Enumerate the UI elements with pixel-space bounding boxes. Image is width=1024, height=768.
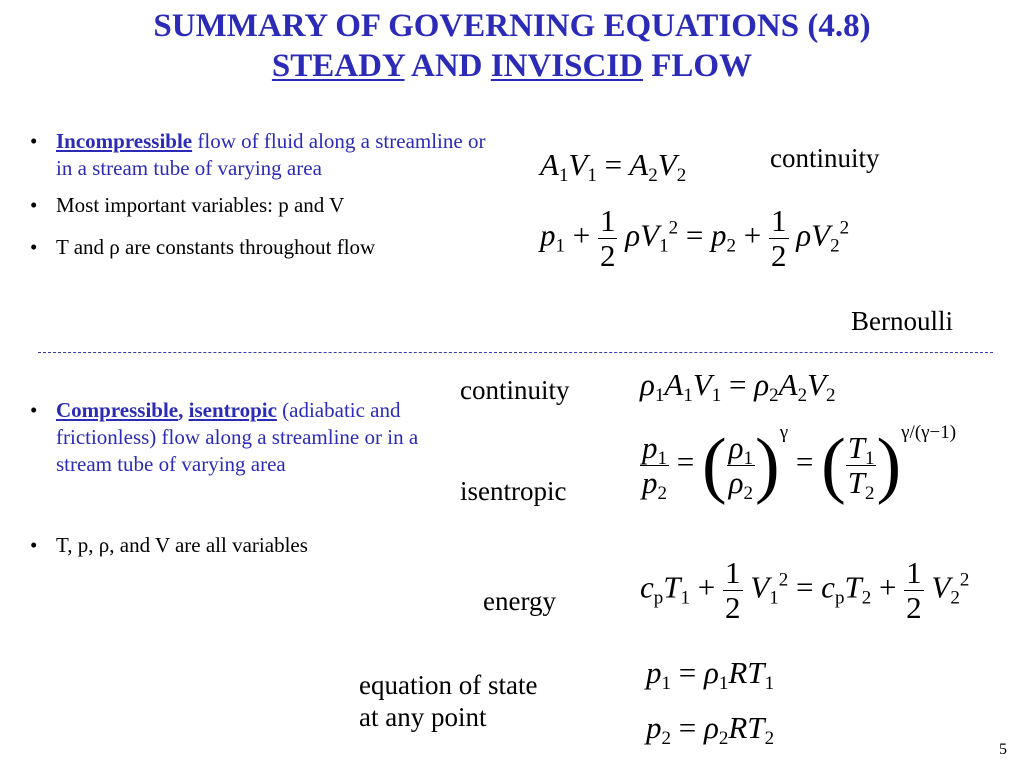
section-divider: [38, 352, 993, 353]
compressible-bullet-1: [20, 397, 420, 478]
eos-label-line-2: at any point: [359, 702, 487, 732]
compressible-bullets: [20, 397, 420, 559]
incompressible-bullet-1-text: flow of fluid along a streamline or in a stream tube of varying area: [56, 129, 486, 180]
incompressible-keyword: Incompressible: [56, 129, 193, 153]
label-continuity-compressible: continuity: [460, 375, 570, 405]
title-inviscid: INVISCID: [490, 48, 643, 84]
equation-continuity-incompressible: $A_1V_1 = A_2V_2$: [540, 147, 687, 186]
equation-continuity-compressible: $\rho_1A_1V_1 = \rho_2A_2V_2$: [640, 367, 836, 406]
title-flow: FLOW: [651, 48, 753, 84]
title-line-1: SUMMARY OF GOVERNING EQUATIONS (4.8): [153, 8, 871, 44]
equation-state-1: $p_1 = \rho_1RT_1$: [646, 655, 775, 694]
equation-state-2: $p_2 = \rho_2RT_2$: [646, 710, 775, 749]
incompressible-bullets: [20, 128, 500, 261]
incompressible-bullet-2: • Most important variables: p and V: [20, 192, 500, 219]
label-bernoulli: Bernoulli: [851, 306, 953, 336]
title-steady: STEADY: [271, 48, 405, 84]
label-isentropic: isentropic: [460, 476, 567, 506]
title-line-2: [0, 46, 1024, 86]
label-equation-of-state: [359, 669, 537, 733]
equation-isentropic: $\frac{p_1}{p_2}$ = ( $\frac{\rho_1}{\rho_2}$ )$^\gamma$ = ( $\frac{T_1}{T_2}$ )$^{\gamma/(\gamma-1)}$: [642, 422, 957, 506]
slide-title: [0, 6, 1024, 86]
compressible-bullet-2: • T, p, ρ, and V are all variables: [20, 532, 420, 559]
equation-energy: $c_pT_1$ + $\frac{1}{2}$ $V_1^2 = c_pT_2$ + $\frac{1}{2}$ $V_2^2$: [640, 555, 970, 625]
incompressible-bullet-1: [20, 128, 500, 182]
compressible-bullet-1-text: (adiabatic and frictionless) flow along a streamline or in a stream tube of varying area: [56, 398, 419, 476]
eos-label-line-1: equation of state: [359, 670, 538, 700]
compressible-keyword: Compressible: [56, 398, 179, 422]
page-number: 5: [999, 741, 1007, 758]
label-energy: energy: [483, 586, 556, 616]
label-continuity-incompressible: continuity: [770, 143, 880, 173]
isentropic-keyword: isentropic: [188, 398, 277, 422]
title-and: AND: [411, 48, 483, 84]
compressible-comma: ,: [178, 398, 184, 422]
incompressible-bullet-3: • T and ρ are constants throughout flow: [20, 234, 500, 261]
equation-bernoulli: $p_1$ + $\frac{1}{2}$ $\rho V_1^2 = p_2$ + $\frac{1}{2}$ $\rho V_2^2$: [540, 203, 850, 273]
